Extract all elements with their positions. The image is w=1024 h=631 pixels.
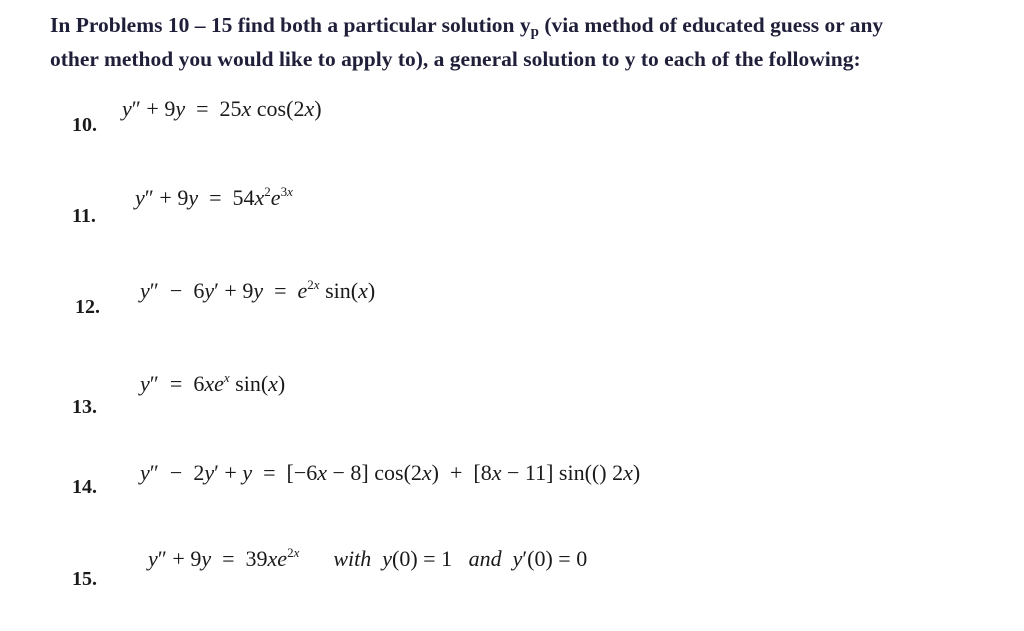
problem-number-12: 12. [75, 296, 100, 318]
problem-number-11: 11. [72, 205, 96, 227]
problem-equation-10: y″ + 9y = 25x cos(2x) [122, 96, 322, 121]
problem-equation-11: $y'' + 9y = 54x^2e^{3x}$ [135, 184, 293, 210]
problem-number-14: 14. [72, 476, 97, 498]
instructions-line-1: In Problems 10 – 15 find both a particular solution $y_p$ (via method of educated guess or any [50, 13, 884, 40]
problem-equation-14: y″ − 2y′ + y = [−6x − 8] cos(2x) + [8x − 11] sin(() 2x) [140, 460, 641, 485]
problem-number-13: 13. [72, 396, 97, 418]
initial-conditions: with y(0) = 1 and y′(0) = 0 [333, 546, 588, 571]
instructions-heading [50, 12, 1010, 73]
problem-equation-15: $y'' + 9y = 39xe^{2x}$ with y(0) = 1 and y′(0) = 0 [148, 545, 588, 571]
problem-equation-12: $y'' - 6y' + 9y = e^{2x}$ sin(x) [140, 277, 376, 303]
problem-number-10: 10. [72, 114, 97, 136]
problem-equation-13: $y'' = 6xe^x$ sin(x) [140, 370, 286, 396]
instructions-line-2: other method you would like to apply to), a general solution to y to each of the following: [50, 47, 861, 71]
problem-number-15: 15. [72, 568, 97, 590]
